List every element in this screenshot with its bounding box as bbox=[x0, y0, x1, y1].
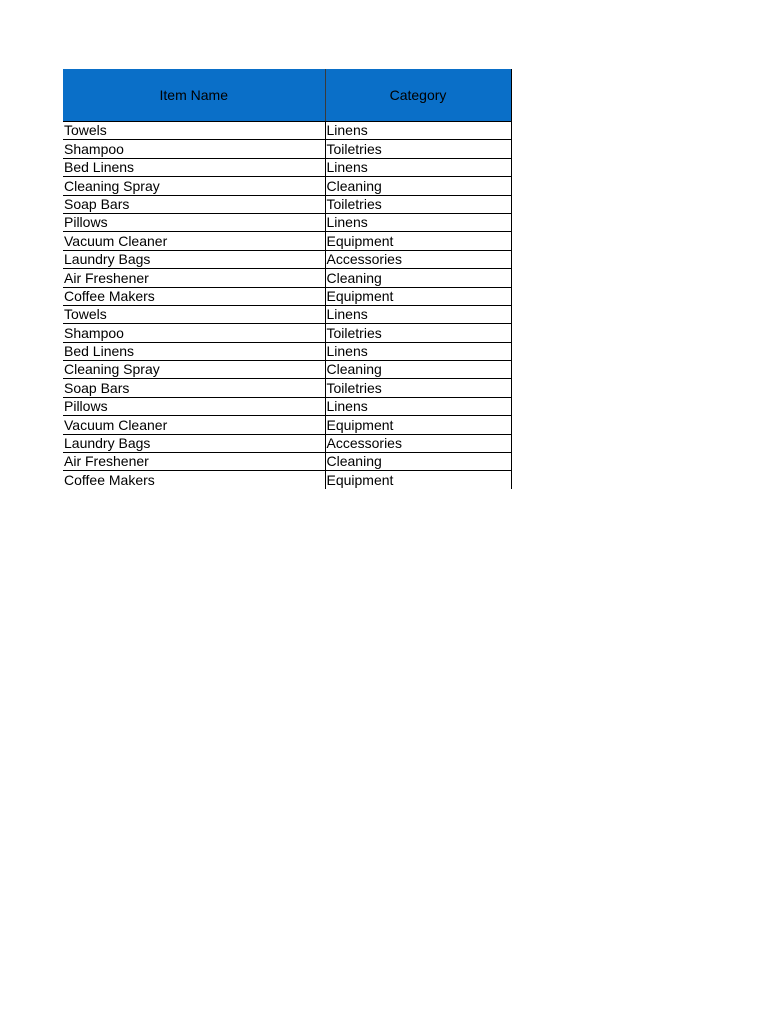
category-cell[interactable]: Cleaning bbox=[325, 453, 511, 471]
category-cell[interactable]: Linens bbox=[325, 305, 511, 323]
table-row bbox=[63, 122, 511, 140]
table-row bbox=[63, 416, 511, 434]
table-row bbox=[63, 195, 511, 213]
table-row bbox=[63, 305, 511, 323]
category-cell[interactable]: Cleaning bbox=[325, 177, 511, 195]
category-cell[interactable]: Accessories bbox=[325, 250, 511, 268]
item-name-cell[interactable]: Shampoo bbox=[63, 324, 325, 342]
item-name-cell[interactable]: Air Freshener bbox=[63, 453, 325, 471]
category-cell[interactable]: Linens bbox=[325, 158, 511, 176]
item-name-cell[interactable]: Cleaning Spray bbox=[63, 361, 325, 379]
table-row bbox=[63, 287, 511, 305]
item-name-cell[interactable]: Vacuum Cleaner bbox=[63, 416, 325, 434]
item-name-cell[interactable]: Coffee Makers bbox=[63, 471, 325, 489]
item-name-cell[interactable]: Towels bbox=[63, 122, 325, 140]
table-body bbox=[63, 122, 511, 489]
table-row bbox=[63, 453, 511, 471]
table-row bbox=[63, 361, 511, 379]
item-name-cell[interactable]: Soap Bars bbox=[63, 379, 325, 397]
item-name-cell[interactable]: Laundry Bags bbox=[63, 250, 325, 268]
category-cell[interactable]: Accessories bbox=[325, 434, 511, 452]
category-cell[interactable]: Equipment bbox=[325, 287, 511, 305]
category-cell[interactable]: Equipment bbox=[325, 416, 511, 434]
category-cell[interactable]: Toiletries bbox=[325, 140, 511, 158]
category-cell[interactable]: Cleaning bbox=[325, 269, 511, 287]
item-name-cell[interactable]: Shampoo bbox=[63, 140, 325, 158]
item-name-cell[interactable]: Pillows bbox=[63, 213, 325, 231]
header-item-name: Item Name bbox=[63, 69, 325, 122]
table-row bbox=[63, 379, 511, 397]
item-name-cell[interactable]: Laundry Bags bbox=[63, 434, 325, 452]
header-row bbox=[63, 69, 511, 122]
item-name-cell[interactable]: Bed Linens bbox=[63, 158, 325, 176]
table-row bbox=[63, 471, 511, 489]
table-row bbox=[63, 232, 511, 250]
item-name-cell[interactable]: Pillows bbox=[63, 397, 325, 415]
table-row bbox=[63, 250, 511, 268]
category-cell[interactable]: Linens bbox=[325, 397, 511, 415]
spreadsheet-page bbox=[63, 69, 511, 489]
category-cell[interactable]: Toiletries bbox=[325, 324, 511, 342]
item-name-cell[interactable]: Coffee Makers bbox=[63, 287, 325, 305]
category-cell[interactable]: Linens bbox=[325, 122, 511, 140]
table-row bbox=[63, 158, 511, 176]
category-cell[interactable]: Toiletries bbox=[325, 195, 511, 213]
category-cell[interactable]: Linens bbox=[325, 213, 511, 231]
table-row bbox=[63, 140, 511, 158]
table-row bbox=[63, 434, 511, 452]
inventory-table bbox=[63, 69, 512, 489]
header-category: Category bbox=[325, 69, 511, 122]
table-row bbox=[63, 213, 511, 231]
item-name-cell[interactable]: Cleaning Spray bbox=[63, 177, 325, 195]
table-row bbox=[63, 324, 511, 342]
item-name-cell[interactable]: Soap Bars bbox=[63, 195, 325, 213]
item-name-cell[interactable]: Vacuum Cleaner bbox=[63, 232, 325, 250]
item-name-cell[interactable]: Bed Linens bbox=[63, 342, 325, 360]
table-row bbox=[63, 397, 511, 415]
category-cell[interactable]: Equipment bbox=[325, 471, 511, 489]
item-name-cell[interactable]: Towels bbox=[63, 305, 325, 323]
category-cell[interactable]: Equipment bbox=[325, 232, 511, 250]
item-name-cell[interactable]: Air Freshener bbox=[63, 269, 325, 287]
table-row bbox=[63, 177, 511, 195]
category-cell[interactable]: Linens bbox=[325, 342, 511, 360]
table-row bbox=[63, 342, 511, 360]
category-cell[interactable]: Cleaning bbox=[325, 361, 511, 379]
category-cell[interactable]: Toiletries bbox=[325, 379, 511, 397]
table-row bbox=[63, 269, 511, 287]
